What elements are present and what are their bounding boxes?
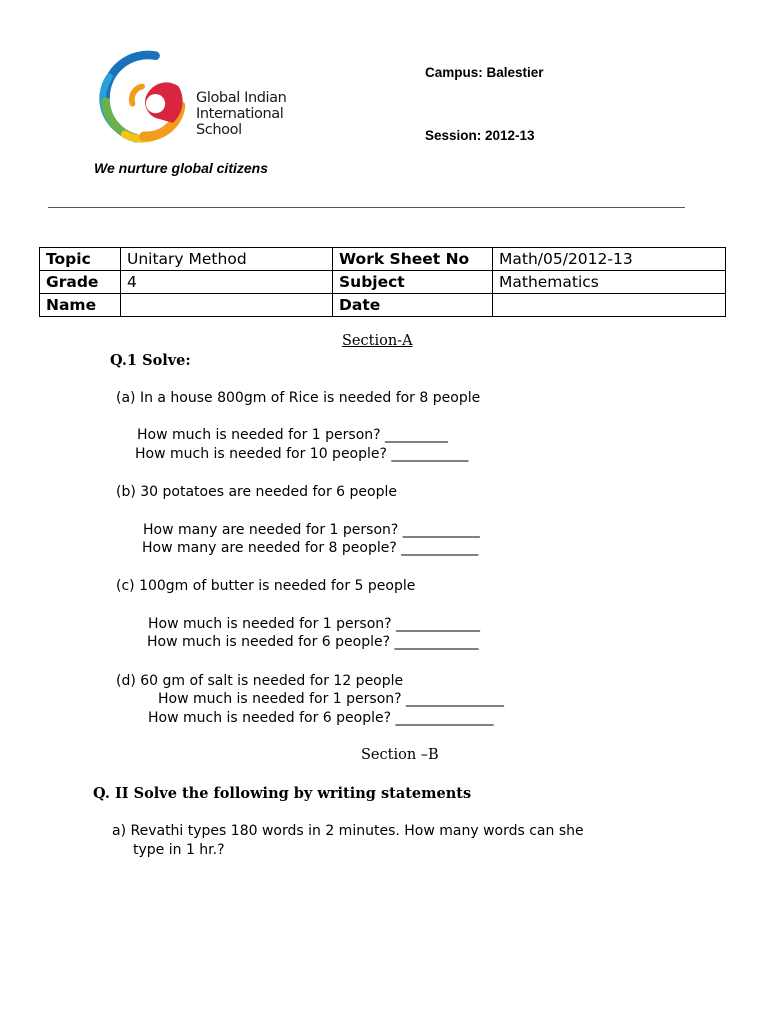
part-b-question-1: How many are needed for 1 person? ___________ — [143, 522, 480, 538]
part-c-question-2: How much is needed for 6 people? ____________ — [147, 634, 479, 650]
subject-label: Subject — [333, 271, 493, 294]
part-d-question-1: How much is needed for 1 person? ______________ — [158, 691, 505, 707]
part-a-stem: (a) In a house 800gm of Rice is needed for 8 people — [116, 390, 481, 406]
part-d-stem: (d) 60 gm of salt is needed for 12 people — [116, 673, 404, 689]
grade-label: Grade — [40, 271, 121, 294]
school-name-line-3: School — [196, 122, 242, 138]
worksheet-no-label: Work Sheet No — [333, 248, 493, 271]
session-label: Session: 2012-13 — [425, 128, 535, 143]
date-label: Date — [333, 294, 493, 317]
topic-value: Unitary Method — [121, 248, 333, 271]
name-field[interactable] — [121, 294, 333, 317]
worksheet-no-value: Math/05/2012-13 — [493, 248, 726, 271]
table-row — [40, 271, 726, 294]
section-a-title: Section-A — [342, 333, 413, 349]
table-row — [40, 248, 726, 271]
question-2-heading: Q. II Solve the following by writing statements — [93, 785, 472, 802]
part-b-question-2: How many are needed for 8 people? ___________ — [142, 540, 479, 556]
campus-label: Campus: Balestier — [425, 65, 544, 80]
date-field[interactable] — [493, 294, 726, 317]
part-c-question-1: How much is needed for 1 person? ____________ — [148, 616, 481, 632]
part-c-stem: (c) 100gm of butter is needed for 5 people — [116, 578, 416, 594]
part-d-question-2: How much is needed for 6 people? ______________ — [148, 710, 494, 726]
grade-value: 4 — [121, 271, 333, 294]
school-logo-icon — [96, 48, 192, 144]
question-1-heading: Q.1 Solve: — [110, 352, 191, 369]
worksheet-info-table — [39, 247, 726, 317]
part-a-question-1: How much is needed for 1 person? _________ — [137, 427, 449, 443]
section-b-part-a-line-1: a) Revathi types 180 words in 2 minutes. How many words can she — [112, 823, 584, 839]
subject-value: Mathematics — [493, 271, 726, 294]
school-name-line-2: International — [196, 106, 284, 122]
name-label: Name — [40, 294, 121, 317]
topic-label: Topic — [40, 248, 121, 271]
section-b-title: Section –B — [361, 747, 439, 763]
school-name-line-1: Global Indian — [196, 90, 287, 106]
table-row — [40, 294, 726, 317]
header-divider — [48, 207, 685, 208]
part-a-question-2: How much is needed for 10 people? ___________ — [135, 446, 469, 462]
school-tagline: We nurture global citizens — [94, 160, 268, 176]
section-b-part-a-line-2: type in 1 hr.? — [133, 842, 225, 858]
part-b-stem: (b) 30 potatoes are needed for 6 people — [116, 484, 397, 500]
